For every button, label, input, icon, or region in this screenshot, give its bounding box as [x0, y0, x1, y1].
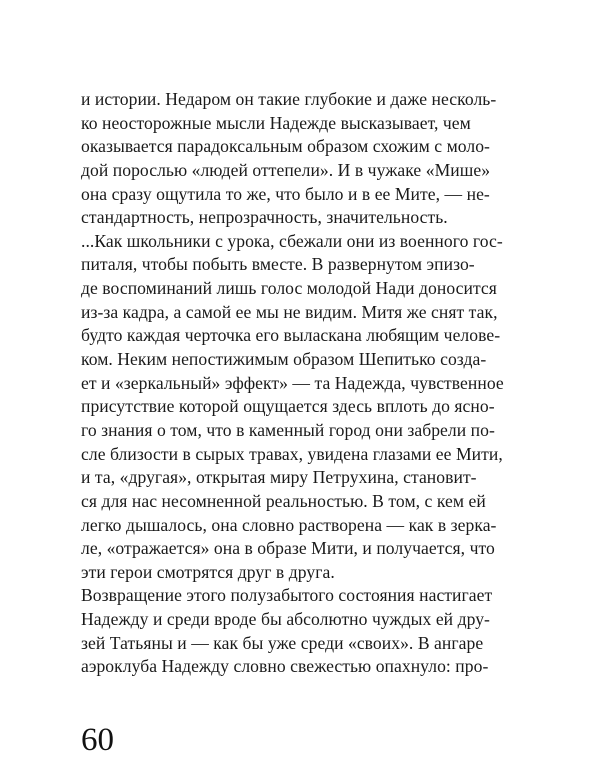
text-line: де воспоминаний лишь голос молодой Нади доносится	[81, 278, 497, 299]
text-line: зей Татьяны и — как бы уже среди «своих». В ангаре	[81, 632, 484, 653]
text-line: и истории. Недаром он такие глубокие и даже несколь-	[81, 89, 497, 109]
text-line: ком. Неким непостижимым образом Шепитько созда-	[81, 349, 487, 370]
text-line: дой порослью «людей оттепели». И в чужаке «Мише»	[81, 159, 491, 180]
text-line: эти герои смотрятся друг в друга.	[81, 561, 335, 582]
text-line: легко дышалось, она словно растворена — как в зерка-	[81, 514, 497, 535]
text-line: аэроклуба Надежду словно свежестью опахнуло: про-	[81, 656, 489, 677]
text-line: она сразу ощутила то же, что было и в ее Мите, — не-	[81, 183, 490, 204]
page-number: 60	[81, 722, 114, 758]
text-line: сле близости в сырых травах, увидена глазами ее Мити,	[81, 443, 503, 464]
text-line: Возвращение этого полузабытого состояния настигает	[81, 585, 493, 606]
text-line: ле, «отражается» она в образе Мити, и получается, что	[81, 538, 495, 559]
page-body-text	[81, 88, 521, 679]
text-line: ...Как школьники с урока, сбежали они из военного гос-	[81, 230, 503, 251]
text-line: ко неосторожные мысли Надежде высказывает, чем	[81, 112, 471, 133]
text-line: стандартность, непрозрачность, значительность.	[81, 207, 448, 228]
text-line: и та, «другая», открытая миру Петрухина, становит-	[81, 467, 477, 488]
text-line: оказывается парадоксальным образом схожим с моло-	[81, 136, 490, 157]
text-line: ся для нас несомненной реальностью. В том, с кем ей	[81, 490, 486, 511]
text-line: присутствие которой ощущается здесь вплоть до ясно-	[81, 396, 495, 417]
text-line: питаля, чтобы побыть вместе. В развернутом эпизо-	[81, 254, 475, 275]
text-line: го знания о том, что в каменный город они забрели по-	[81, 419, 495, 440]
text-line: из-за кадра, а самой ее мы не видим. Митя же снят так,	[81, 301, 498, 322]
text-line: ет и «зеркальный» эффект» — та Надежда, чувственное	[81, 372, 504, 393]
text-line: будто каждая черточка его выласкана любящим челове-	[81, 325, 501, 346]
text-line: Надежду и среди вроде бы абсолютно чуждых ей дру-	[81, 609, 490, 630]
